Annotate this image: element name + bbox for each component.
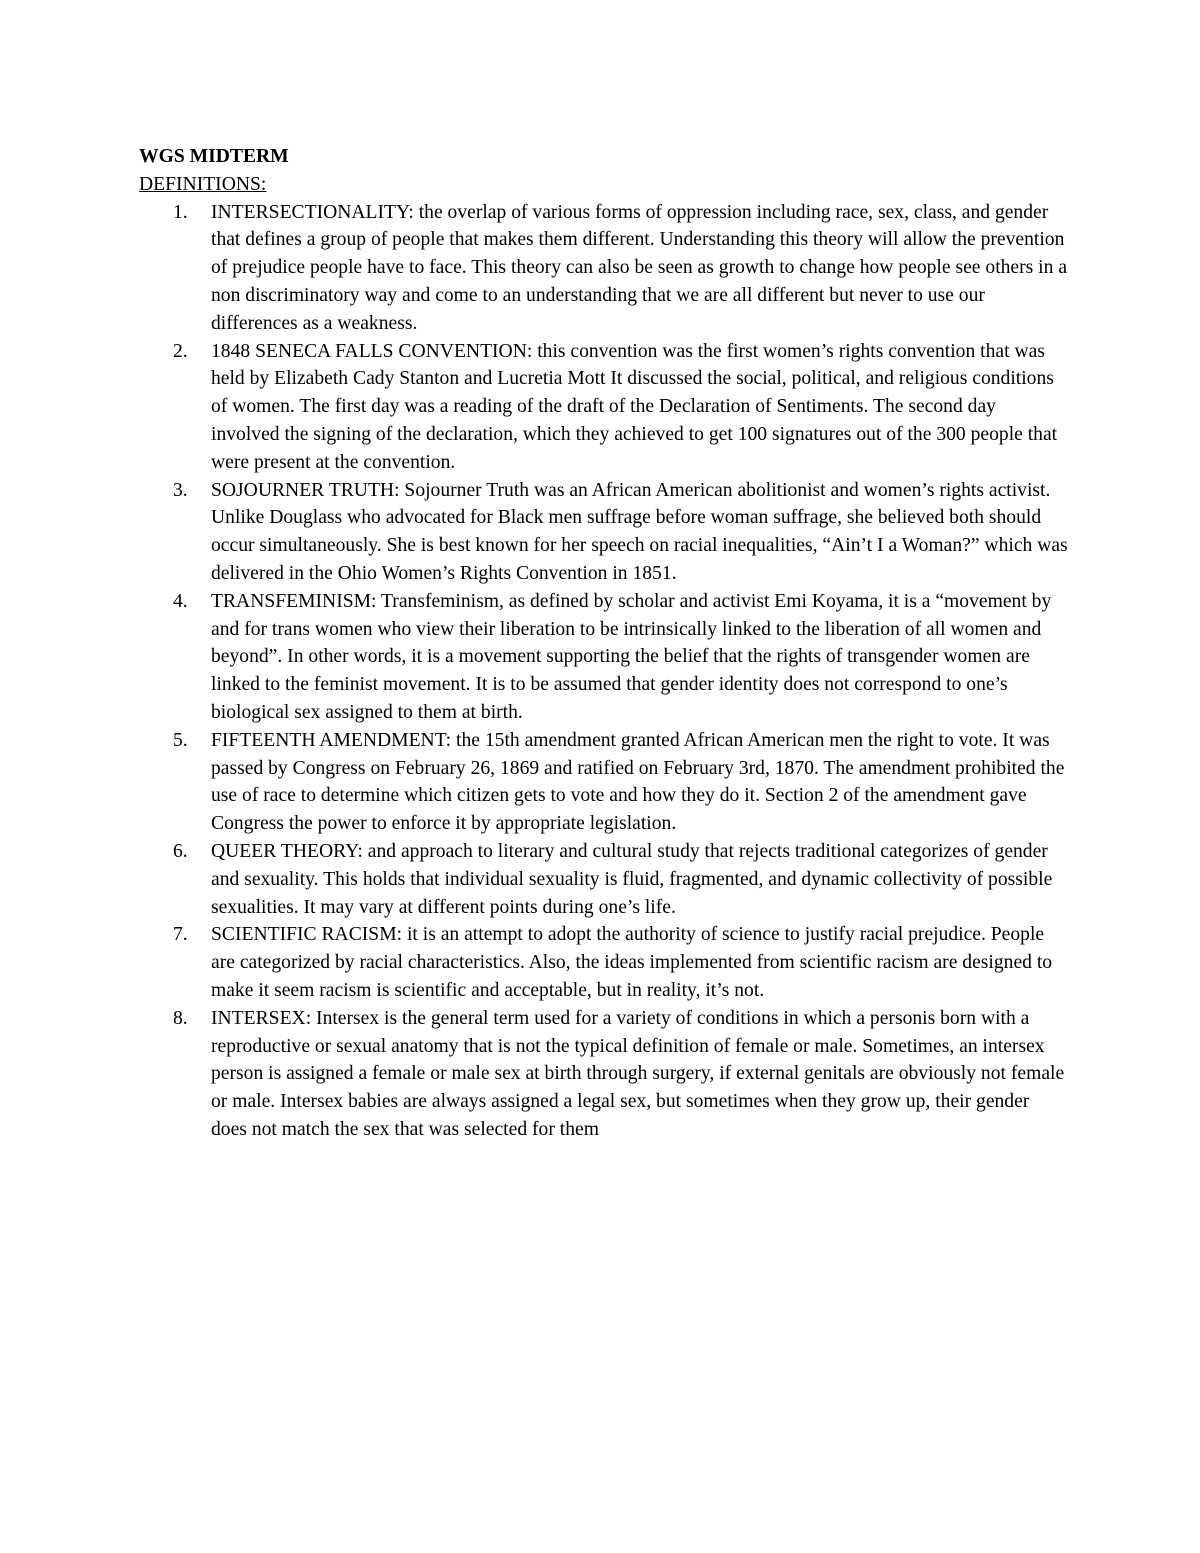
definition-text: SOJOURNER TRUTH: Sojourner Truth was an African American abolitionist and women’s rights activist. Unlike Douglass who advocated for Black men suffrage before woman suffrage, she believed both should occur simultaneously. She is best known for her speech on racial inequalities, “Ain’t I a Woman?” which was delivered in the Ohio Women’s Rights Convention in 1851. (211, 479, 1068, 584)
definition-text: INTERSECTIONALITY: the overlap of various forms of oppression including race, sex, class, and gender that defines a group of people that makes them different. Understanding this theory will allow the prevention of prejudice people have to face. This theory can also be seen as growth to change how people see others in a non discriminatory way and come to an understanding that we are all different but never to use our differences as a weakness. (211, 201, 1068, 334)
definition-item (139, 338, 1069, 477)
definition-text: INTERSEX: Intersex is the general term used for a variety of conditions in which a personis born with a reproductive or sexual anatomy that is not the typical definition of female or male. Sometimes, an intersex person is assigned a female or male sex at birth through surgery, if external genitals are obviously not female or male. Intersex babies are always assigned a legal sex, but sometimes when they grow up, their gender does not match the sex that was selected for them (211, 1007, 1065, 1140)
definition-item (139, 921, 1069, 1004)
definition-text: FIFTEENTH AMENDMENT: the 15th amendment granted African American men the right to vote. It was passed by Congress on February 26, 1869 and ratified on February 3rd, 1870. The amendment prohibited the use of race to determine which citizen gets to vote and how they do it. Section 2 of the amendment gave Congress the power to enforce it by appropriate legislation. (211, 729, 1065, 835)
definition-number: 7. (173, 924, 188, 946)
definition-item (139, 1005, 1069, 1144)
definition-item (139, 588, 1069, 727)
definition-number: 1. (173, 201, 188, 223)
document-title: WGS MIDTERM (139, 146, 289, 167)
definitions-list (139, 199, 1069, 1144)
definition-number: 2. (173, 340, 188, 362)
definition-text: 1848 SENECA FALLS CONVENTION: this convention was the first women’s rights convention that was held by Elizabeth Cady Stanton and Lucretia Mott It discussed the social, political, and religious conditions of women. The first day was a reading of the draft of the Declaration of Sentiments. The second day involved the signing of the declaration, which they achieved to get 100 signatures out of the 300 people that were present at the convention. (211, 340, 1058, 473)
definition-number: 4. (173, 590, 188, 612)
definition-text: QUEER THEORY: and approach to literary and cultural study that rejects traditional categorizes of gender and sexuality. This holds that individual sexuality is fluid, fragmented, and dynamic collectivity of possible sexualities. It may vary at different points during one’s life. (211, 840, 1053, 918)
definition-number: 3. (173, 479, 188, 501)
definition-item (139, 199, 1069, 338)
definition-text: TRANSFEMINISM: Transfeminism, as defined by scholar and activist Emi Koyama, it is a “movement by and for trans women who view their liberation to be intrinsically linked to the liberation of all women and beyond”. In other words, it is a movement supporting the belief that the rights of transgender women are linked to the feminist movement. It is to be assumed that gender identity does not correspond to one’s biological sex assigned to them at birth. (211, 590, 1052, 723)
definition-number: 6. (173, 840, 188, 862)
document-body (139, 143, 1069, 1144)
section-heading: DEFINITIONS: (139, 173, 267, 195)
definition-item (139, 727, 1069, 838)
definition-number: 8. (173, 1007, 188, 1029)
definition-item (139, 838, 1069, 921)
definition-number: 5. (173, 729, 188, 751)
definition-text: SCIENTIFIC RACISM: it is an attempt to adopt the authority of science to justify racial prejudice. People are categorized by racial characteristics. Also, the ideas implemented from scientific racism are designed to make it seem racism is scientific and acceptable, but in reality, it’s not. (211, 924, 1053, 1001)
definition-item (139, 477, 1069, 588)
